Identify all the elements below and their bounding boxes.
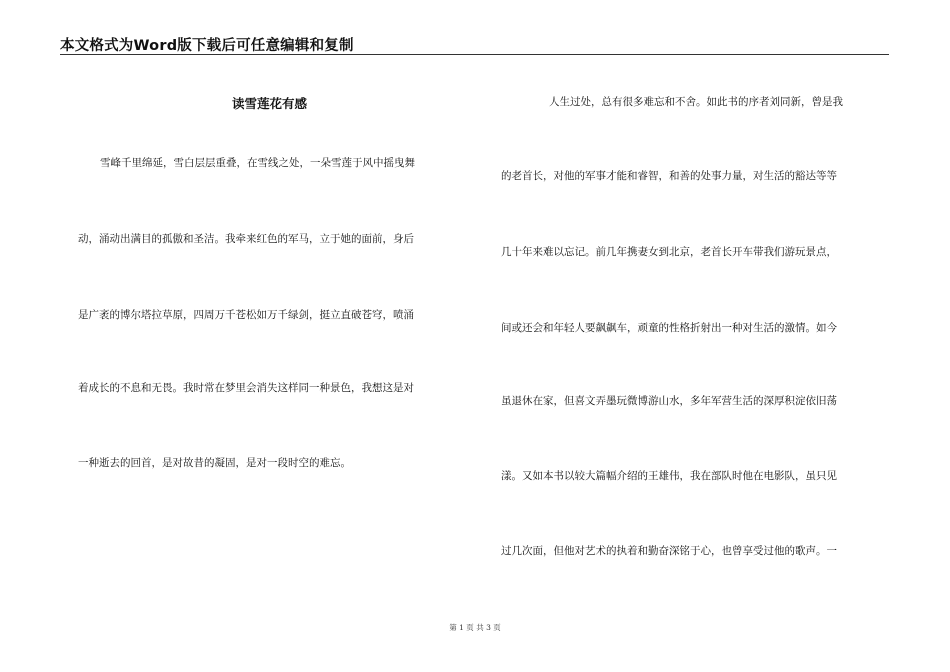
header-divider	[60, 54, 889, 55]
paragraph-line: 着成长的不息和无畏。我时常在梦里会消失这样同一种景色，我想这是对	[78, 382, 414, 394]
paragraph-line: 间或还会和年轻人要飙飙车，顽童的性格折射出一种对生活的激情。如今	[501, 322, 837, 334]
paragraph-line: 虽退休在家，但喜文弄墨玩微博游山水，多年军营生活的深厚积淀依旧荡	[501, 395, 837, 407]
paragraph-line: 的老首长，对他的军事才能和睿智，和善的处事力量，对生活的豁达等等	[501, 170, 837, 182]
paragraph-line: 动，涌动出满目的孤傲和圣洁。我牵来红色的军马，立于她的面前，身后	[78, 233, 414, 245]
paragraph-line: 人生过处，总有很多难忘和不舍。如此书的序者刘同新，曾是我	[549, 96, 843, 108]
paragraph-line: 几十年来难以忘记。前几年携妻女到北京，老首长开车带我们游玩景点，	[501, 246, 837, 258]
paragraph-line: 雪峰千里绵延，雪白层层重叠，在雪线之处，一朵雪莲于风中摇曳舞	[100, 157, 415, 169]
document-title: 读雪莲花有感	[232, 96, 308, 111]
paragraph-line: 过几次面，但他对艺术的执着和勤奋深铭于心，也曾享受过他的歌声。一	[501, 545, 837, 557]
paragraph-line: 一种逝去的回首，是对故昔的凝固，是对一段时空的难忘。	[78, 457, 351, 469]
paragraph-line: 漾。又如本书以较大篇幅介绍的王雄伟，我在部队时他在电影队，虽只见	[501, 470, 837, 482]
header-banner: 本文格式为Word版下载后可任意编辑和复制	[60, 38, 354, 54]
page-number-footer: 第 1 页 共 3 页	[449, 623, 501, 632]
paragraph-line: 是广袤的博尔塔拉草原，四周万千苍松如万千绿剑，挺立直破苍穹，喷涌	[78, 309, 414, 321]
